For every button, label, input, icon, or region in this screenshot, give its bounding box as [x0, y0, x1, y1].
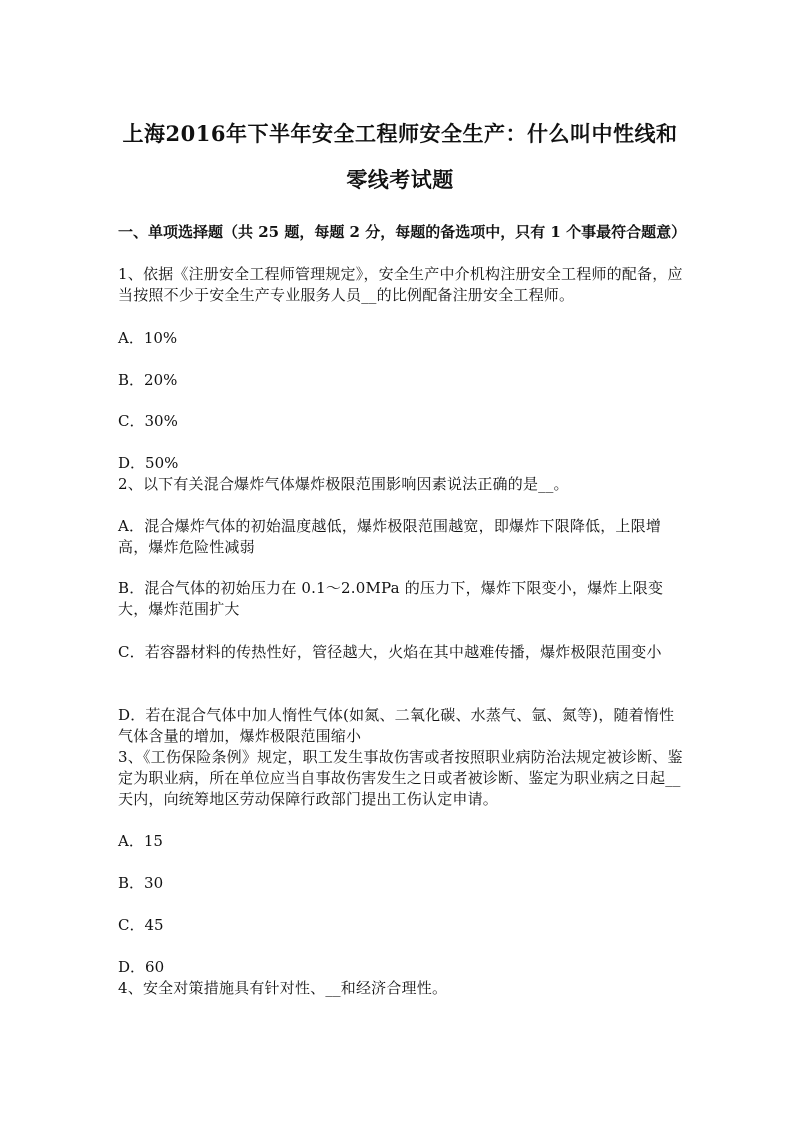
question-2-option-b: B．混合气体的初始压力在 0.1～2.0MPa 的压力下，爆炸下限变小，爆炸上限变大，爆炸范围扩大	[118, 579, 664, 618]
question-3-option-a: A．15	[118, 832, 163, 850]
question-2-option-d: D．若在混合气体中加人惰性气体(如氮、二氧化碳、水蒸气、氩、氮等)，随着惰性气体含量的增加，爆炸极限范围缩小	[118, 706, 675, 745]
question-3-stem: 3、《工伤保险条例》规定，职工发生事故伤害或者按照职业病防治法规定被诊断、鉴定为职业病，所在单位应当自事故伤害发生之日或者被诊断、鉴定为职业病之日起__天内，向统筹地区劳动保障行政部门提出工伤认定申请。	[118, 748, 683, 808]
question-1-option-c: C．30%	[118, 412, 178, 430]
question-2-option-c: C．若容器材料的传热性好，管径越大，火焰在其中越难传播，爆炸极限范围变小	[118, 643, 662, 661]
question-2-option-a: A．混合爆炸气体的初始温度越低，爆炸极限范围越宽，即爆炸下限降低，上限增高，爆炸危险性减弱	[118, 517, 662, 556]
section-header: 一、单项选择题（共 25 题，每题 2 分，每题的备选项中，只有 1 个事最符合题意）	[118, 223, 687, 241]
question-3-option-c: C．45	[118, 916, 164, 934]
question-1-option-d: D．50%	[118, 454, 179, 472]
question-1-option-a: A．10%	[118, 329, 178, 347]
document-title-line-1: 上海2016年下半年安全工程师安全生产：什么叫中性线和	[122, 121, 678, 146]
question-1-option-b: B．20%	[118, 371, 178, 389]
document-title-line-2: 零线考试题	[346, 167, 454, 192]
question-2-stem: 2、以下有关混合爆炸气体爆炸极限范围影响因素说法正确的是__。	[118, 475, 569, 493]
question-4-stem: 4、安全对策措施具有针对性、__和经济合理性。	[118, 979, 448, 997]
question-3-option-d: D．60	[118, 958, 165, 976]
question-1-stem: 1、依据《注册安全工程师管理规定》，安全生产中介机构注册安全工程师的配备，应当按照不少于安全生产专业服务人员__的比例配备注册安全工程师。	[118, 265, 683, 304]
question-3-option-b: B．30	[118, 874, 164, 892]
